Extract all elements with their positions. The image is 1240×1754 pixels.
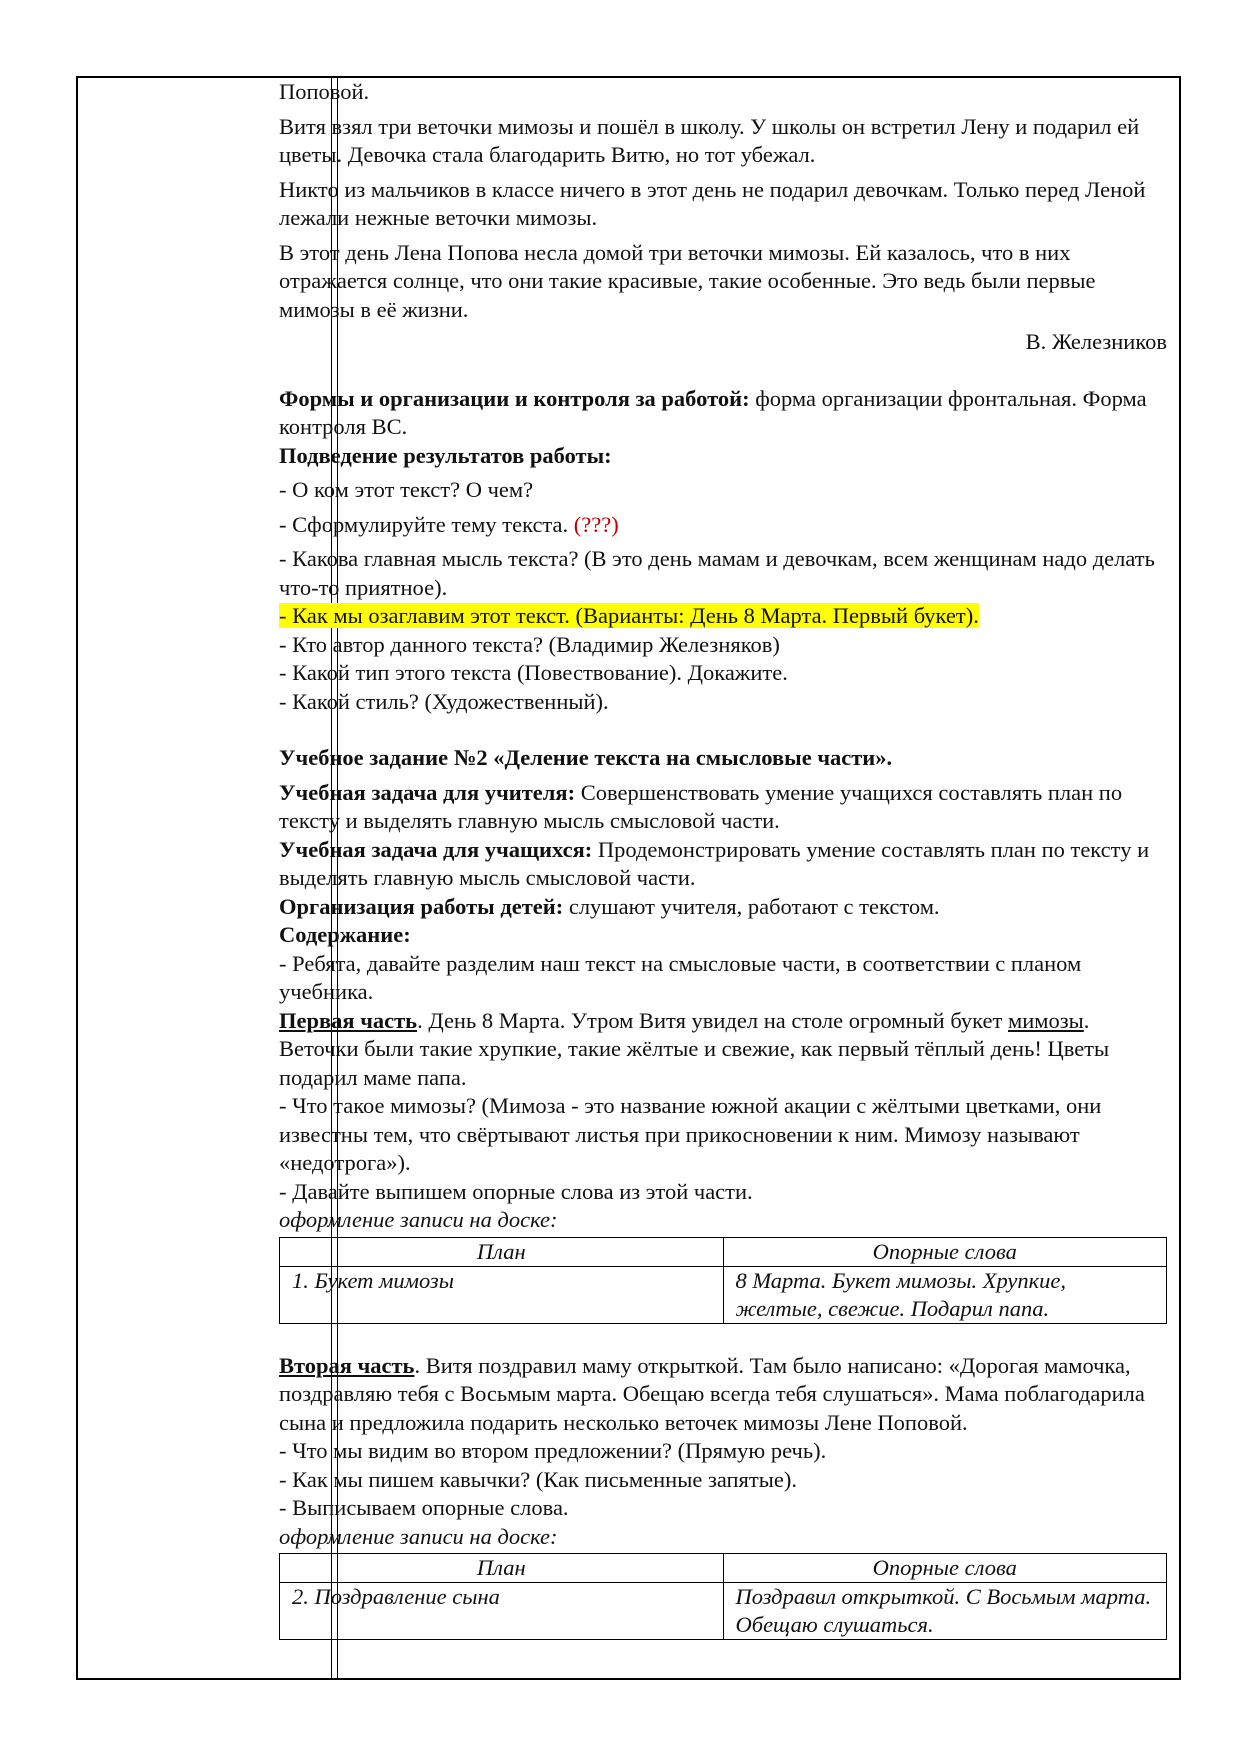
summary-question: - Какой тип этого текста (Повествование). Докажите. bbox=[279, 660, 788, 685]
content-heading bbox=[279, 921, 1167, 950]
summary-question bbox=[279, 511, 1167, 540]
forms-label: Формы и организации и контроля за работой: bbox=[279, 385, 750, 411]
forms-text: форма организации фронтальная. Форма контроля ВС. bbox=[279, 385, 1147, 439]
table-cell-plan: 2. Поздравление сына bbox=[280, 1583, 724, 1640]
students-task bbox=[279, 836, 1167, 893]
teacher-task bbox=[279, 779, 1167, 836]
organization-text: слушают учителя, работают с текстом. bbox=[563, 893, 940, 919]
part1-underlined-word: мимозы bbox=[1008, 1007, 1084, 1033]
content-label: Содержание: bbox=[279, 922, 411, 947]
story-paragraph: Никто из мальчиков в классе ничего в этот день не подарил девочкам. Только перед Леной лежали нежные веточки мимозы. bbox=[279, 176, 1146, 230]
table-cell-keywords: 8 Марта. Букет мимозы. Хрупкие, желтые, свежие. Подарил папа. bbox=[723, 1266, 1167, 1323]
summary-question: - Какова главная мысль текста? (В это день мамам и девочкам, всем женщинам надо делать что-то приятное). bbox=[279, 546, 1155, 600]
question-mark-note: (???) bbox=[573, 511, 619, 537]
board-caption: оформление записи на доске: bbox=[279, 1207, 558, 1232]
part2-question: - Как мы пишем кавычки? (Как письменные запятые). bbox=[279, 1466, 797, 1492]
table-cell-keywords: Поздравил открыткой. С Восьмым марта. Обещаю слушаться. bbox=[723, 1583, 1167, 1640]
part2-label: Вторая часть bbox=[279, 1352, 415, 1378]
part2-question: - Выписываем опорные слова. bbox=[279, 1495, 569, 1520]
teacher-task-label: Учебная задача для учителя: bbox=[279, 779, 576, 805]
board-caption: оформление записи на доске: bbox=[279, 1523, 558, 1549]
story-author: В. Железников bbox=[1025, 329, 1167, 354]
part1-label: Первая часть bbox=[279, 1007, 418, 1033]
summary-question: - О ком этот текст? О чем? bbox=[279, 477, 534, 502]
summary-heading bbox=[279, 442, 1167, 471]
part1-question: - Что такое мимозы? (Мимоза - это название южной акации с жёлтыми цветками, они известны тем, что свёртывают листья при прикосновении к ним. Мимозу называют «недотрога»). bbox=[279, 1093, 1102, 1175]
part2-text: . Витя поздравил маму открыткой. Там было написано: «Дорогая мамочка, поздравляю тебя с Восьмым марта. Обещаю всегда тебя слушаться». Мама поблагодарила сына и предложила подарить несколько веточек мимозы Лене Поповой. bbox=[279, 1352, 1145, 1435]
students-task-label: Учебная задача для учащихся: bbox=[279, 836, 593, 862]
board-table-part2 bbox=[279, 1553, 1167, 1640]
summary-question-text: - Сформулируйте тему текста. bbox=[279, 511, 574, 537]
table-header-keywords: Опорные слова bbox=[723, 1237, 1167, 1266]
teacher-task-text: Совершенствовать умение учащихся составлять план по тексту и выделять главную мысль смысловой части. bbox=[279, 779, 1123, 833]
organization bbox=[279, 893, 1167, 922]
forms-paragraph bbox=[279, 385, 1167, 442]
lesson-content bbox=[279, 78, 1167, 1640]
highlighted-text: - Как мы озаглавим этот текст. (Варианты: День 8 Марта. Первый букет). bbox=[279, 603, 979, 628]
task2-title-text: Учебное задание №2 «Деление текста на смысловые части». bbox=[279, 745, 893, 770]
students-task-text: Продемонстрировать умение составлять план по тексту и выделять главную мысль смысловой части. bbox=[279, 836, 1150, 890]
story-paragraph: Витя взял три веточки мимозы и пошёл в школу. У школы он встретил Лену и подарил ей цветы. Девочка стала благодарить Витю, но тот убежал. bbox=[279, 113, 1140, 167]
table-row bbox=[280, 1583, 1167, 1640]
organization-label: Организация работы детей: bbox=[279, 893, 564, 919]
task2-title bbox=[279, 744, 1167, 773]
board-table-part1 bbox=[279, 1237, 1167, 1324]
table-header-row bbox=[280, 1237, 1167, 1266]
summary-question: - Кто автор данного текста? (Владимир Железняков) bbox=[279, 631, 780, 657]
part2-paragraph bbox=[279, 1352, 1167, 1438]
part1-text: . День 8 Марта. Утром Витя увидел на столе огромный букет bbox=[417, 1007, 1008, 1033]
table-header-plan: План bbox=[280, 1554, 724, 1583]
content-text: - Ребята, давайте разделим наш текст на смысловые части, в соответствии с планом учебника. bbox=[279, 950, 1082, 1004]
table-cell-plan: 1. Букет мимозы bbox=[280, 1266, 724, 1323]
table-row bbox=[280, 1266, 1167, 1323]
story-paragraph: Поповой. bbox=[279, 79, 370, 104]
part1-paragraph bbox=[279, 1007, 1167, 1093]
table-header-row bbox=[280, 1554, 1167, 1583]
part1-text-continued: . Веточки были такие хрупкие, такие жёлтые и свежие, как первый тёплый день! Цветы подарил маме папа. bbox=[279, 1007, 1110, 1090]
table-header-keywords: Опорные слова bbox=[723, 1554, 1167, 1583]
summary-question-highlighted bbox=[279, 602, 1167, 631]
part2-question: - Что мы видим во втором предложении? (Прямую речь). bbox=[279, 1438, 827, 1463]
summary-question: - Какой стиль? (Художественный). bbox=[279, 688, 609, 714]
table-header-plan: План bbox=[280, 1237, 724, 1266]
story-paragraph: В этот день Лена Попова несла домой три веточки мимозы. Ей казалось, что в них отражается солнце, что они такие красивые, такие особенные. Это ведь были первые мимозы в её жизни. bbox=[279, 239, 1096, 322]
summary-heading-text: Подведение результатов работы: bbox=[279, 442, 612, 468]
part1-question: - Давайте выпишем опорные слова из этой части. bbox=[279, 1178, 753, 1204]
